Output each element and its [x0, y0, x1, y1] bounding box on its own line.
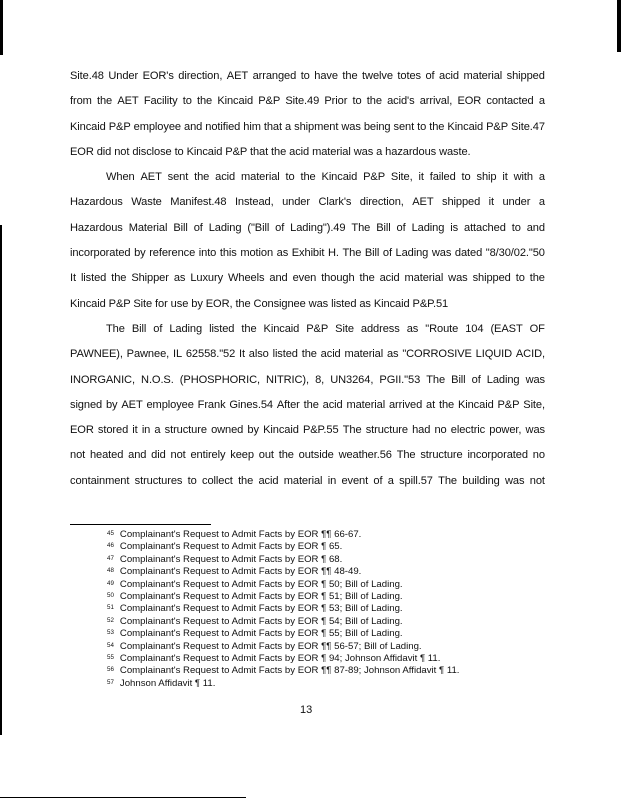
footnote-text: Complainant's Request to Admit Facts by EOR ¶ 65.: [119, 541, 343, 553]
body-line: EOR did not disclose to Kincaid P&P that the acid material was a hazardous waste.: [70, 145, 471, 158]
scan-edge-mark-right: [617, 0, 621, 52]
footnote-text: Complainant's Request to Admit Facts by EOR ¶¶ 66-67.: [119, 529, 362, 540]
body-line: Kincaid P&P Site for use by EOR, the Consignee was listed as Kincaid P&P.51: [70, 297, 449, 310]
body-line: EOR stored it in a structure owned by Kincaid P&P.55 The structure had no electric power, was: [70, 424, 545, 437]
footnote-text: Complainant's Request to Admit Facts by EOR ¶ 55; Bill of Lading.: [119, 628, 403, 640]
footnote: [107, 541, 527, 553]
footnote-number: 53: [107, 629, 114, 637]
footnote: [107, 665, 527, 677]
body-text: [70, 64, 545, 494]
footnotes: [107, 529, 527, 690]
footnote-number: 50: [107, 592, 114, 600]
footnote-number: 54: [107, 641, 114, 649]
footnote: [107, 566, 527, 578]
footnote-text: Complainant's Request to Admit Facts by EOR ¶ 51; Bill of Lading.: [119, 591, 403, 603]
footnote-number: 57: [107, 678, 114, 686]
body-line: signed by AET employee Frank Gines.54 After the acid material arrived at the Kincaid P&P Site,: [70, 398, 545, 411]
body-line: Hazardous Material Bill of Lading ("Bill of Lading").49 The Bill of Lading is attached to and: [70, 221, 545, 234]
footnote-number: 49: [107, 579, 114, 587]
scan-edge-mark-bottom: [0, 797, 246, 798]
footnote-text: Complainant's Request to Admit Facts by EOR ¶¶ 87-89; Johnson Affidavit ¶ 11.: [119, 665, 460, 677]
footnote: [107, 603, 527, 615]
page-number: 13: [300, 704, 313, 716]
body-line: incorporated by reference into this motion as Exhibit H. The Bill of Lading was dated "8/30/02."50: [70, 247, 545, 260]
footnote: [107, 641, 527, 653]
footnote-separator: [70, 524, 211, 525]
footnote-number: 55: [107, 654, 114, 662]
footnote-number: 51: [107, 604, 114, 612]
footnote-number: 46: [107, 542, 114, 550]
body-line: The Bill of Lading listed the Kincaid P&P Site address as "Route 104 (EAST OF: [106, 322, 545, 335]
footnote-number: 52: [107, 616, 114, 624]
footnote-number: 48: [107, 567, 114, 575]
scan-edge-mark-top: [0, 0, 3, 55]
body-line: not heated and did not entirely keep out the outside weather.56 The structure incorporated no: [70, 449, 545, 462]
scan-edge-mark-left: [0, 225, 2, 735]
body-line: INORGANIC, N.O.S. (PHOSPHORIC, NITRIC), 8, UN3264, PGII."53 The Bill of Lading was: [70, 373, 545, 386]
footnote-text: Johnson Affidavit ¶ 11.: [119, 677, 216, 689]
body-line: Kincaid P&P employee and notified him that a shipment was being sent to the Kincaid P&P Site.47: [70, 120, 545, 133]
footnote-text: Complainant's Request to Admit Facts by EOR ¶¶ 48-49.: [119, 566, 362, 578]
footnote: [107, 678, 527, 690]
footnote-text: Complainant's Request to Admit Facts by EOR ¶¶ 56-57; Bill of Lading.: [119, 640, 422, 652]
footnote-number: 47: [107, 554, 114, 562]
footnote: [107, 628, 527, 640]
footnote-number: 56: [107, 666, 114, 674]
footnote-text: Complainant's Request to Admit Facts by EOR ¶ 68.: [119, 553, 343, 565]
body-line: containment structures to collect the acid material in event of a spill.57 The building was not: [70, 474, 545, 487]
footnote-text: Complainant's Request to Admit Facts by EOR ¶ 53; Bill of Lading.: [119, 603, 403, 615]
footnote: [107, 554, 527, 566]
body-line: When AET sent the acid material to the Kincaid P&P Site, it failed to ship it with a: [106, 171, 545, 184]
body-line: PAWNEE), Pawnee, IL 62558."52 It also listed the acid material as "CORROSIVE LIQUID ACID,: [70, 348, 545, 361]
body-line: Site.48 Under EOR's direction, AET arranged to have the twelve totes of acid material shipped: [70, 70, 545, 82]
footnote-number: 45: [107, 530, 114, 537]
footnote-text: Complainant's Request to Admit Facts by EOR ¶ 94; Johnson Affidavit ¶ 11.: [119, 653, 441, 665]
footnote-text: Complainant's Request to Admit Facts by EOR ¶ 54; Bill of Lading.: [119, 615, 403, 627]
footnote: [107, 653, 527, 665]
body-line: It listed the Shipper as Luxury Wheels and even though the acid material was shipped to the: [70, 272, 545, 285]
footnote: [107, 591, 527, 603]
footnote: [107, 579, 527, 591]
footnote-text: Complainant's Request to Admit Facts by EOR ¶ 50; Bill of Lading.: [119, 578, 403, 590]
body-line: Hazardous Waste Manifest.48 Instead, under Clark's direction, AET shipped it under a: [70, 196, 545, 209]
body-line: from the AET Facility to the Kincaid P&P Site.49 Prior to the acid's arrival, EOR contacted a: [70, 95, 545, 108]
footnote: [107, 616, 527, 628]
footnote: [107, 529, 527, 541]
